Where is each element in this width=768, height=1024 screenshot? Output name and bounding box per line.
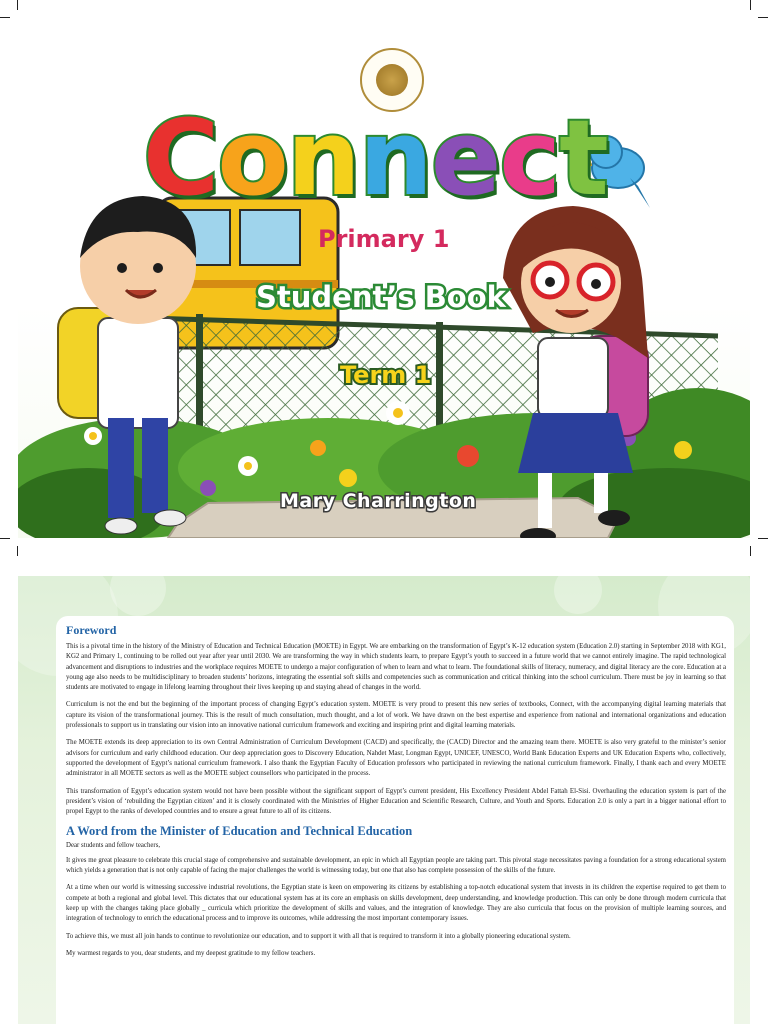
- book-cover: [18, 18, 750, 538]
- title-letter: n: [358, 97, 431, 219]
- term-label: Term 1: [340, 361, 432, 389]
- foreword-paragraph: This is a pivotal time in the history of the Ministry of Education and Technical Education (MOETE) in Egypt. We are embarking on the transformation of Egypt’s K-12 education system (Education 2.0) starting in September 2018 with KG1, KG2 and Primary 1, continuing to be rolled out year after year until 2030. We are transforming the way in which students learn, to prepare Egypt’s youth to succeed in a future world that we cannot entirely imagine. The rapid technological advancement and disruptions to industries and the workplace requires MOETE to undergo a major configuration of when to learn and what to learn. The foundational skills of literacy, numeracy, and digital literacy are the core. Education at a young age also needs to be multidisciplinary to broaden students’ horizons, integrating the essential soft skills and competencies such as communication and critical thinking into the school curriculum. There must be joy in learning so that students are motivated to engage in lifelong learning throughout their lives keeping up and staying ahead of changes in the world.: [66, 643, 727, 692]
- crop-mark: [750, 0, 751, 10]
- crop-mark: [17, 546, 18, 556]
- book-title-connect: [143, 98, 633, 218]
- foreword-paragraph: Curriculum is not the end but the beginning of the important process of changing Egypt’s education system. MOETE is very proud to present this new series of textbooks, Connect, with the accompanying digital learning materials that capture its vision of the transformational journey. This is the result of much consultation, much thought, and a lot of work. We have drawn on the best expertise and experience from national and international organizations and education professionals to support us in translating our vision into an innovative national curriculum framework and exciting and inspiring print and digital learning materials.: [66, 701, 726, 730]
- crop-mark: [750, 546, 751, 556]
- grade-level: Primary 1: [318, 225, 450, 253]
- title-letter: o: [217, 97, 287, 219]
- crop-mark: [0, 17, 10, 18]
- title-letter: c: [499, 97, 560, 219]
- crop-mark: [758, 17, 768, 18]
- crop-mark: [758, 538, 768, 539]
- book-type: Student’s Book: [256, 280, 506, 314]
- crop-mark: [0, 538, 10, 539]
- minister-paragraph: To achieve this, we must all join hands to continue to revolutionize our education, and to support it with all that is required to transform it into a globally pioneering educational system.: [66, 932, 571, 940]
- title-letter: e: [430, 97, 500, 219]
- author-name: Mary Charrington: [280, 490, 477, 512]
- title-letter: C: [143, 97, 218, 219]
- minister-paragraph: At a time when our world is witnessing successive industrial revolutions, the Egyptian state is keen on empowering its citizens by establishing a top-notch educational system that invests in its children the expertise required to get them to compete at both a regional and global level. This dictates that our educational system has at its core an emphasis on skills development, deep understanding, and knowledge production. This can only be done through modern curricula that keep up with the changes taking place globally _ curricula which prioritize the development of skills and values, and the integration of knowledge. They are also curricula that focus on the provision of multiple learning sources, and integration of technology to enrich the educational process and to improve its outcomes, while addressing the most important contemporary issues.: [66, 884, 726, 923]
- seal-emblem-icon: [376, 64, 408, 96]
- title-letter: t: [559, 97, 607, 219]
- minister-greeting: Dear students and fellow teachers,: [66, 842, 161, 850]
- title-letter: n: [286, 97, 359, 219]
- text-panel: [56, 616, 734, 1024]
- minister-closing: My warmest regards to you, dear students, and my deepest gratitude to my fellow teachers.: [66, 949, 316, 957]
- foreword-paragraph: This transformation of Egypt’s education system would not have been possible without the significant support of Egypt’s current president, His Excellency President Abdel Fattah El-Sisi. Overhauling the education system is part of the president’s vision of ‘rebuilding the Egyptian citizen’ and it is closely coordinated with the Ministries of Higher Education and Scientific Research, Culture, and Youth and Sports. Education 2.0 is only a part in a bigger national effort to propel Egypt to the ranks of developed countries and to ensure a great future to all of its citizens.: [66, 787, 726, 816]
- foreword-heading: Foreword: [66, 623, 117, 637]
- foreword-page: [18, 576, 750, 1024]
- minister-heading: A Word from the Minister of Education and Technical Education: [66, 824, 413, 839]
- minister-paragraph: It gives me great pleasure to celebrate this crucial stage of comprehensive and sustainable development, an epic in which all Egyptian people are taking part. This pivotal stage necessitates paving a foundation for a strong educational system which yields a generation that is not only capable of facing the major challenges the world is witnessing today, but one that also has complete possession of the skills of the future.: [66, 856, 726, 875]
- crop-mark: [17, 0, 18, 10]
- foreword-paragraph: The MOETE extends its deep appreciation to its own Central Administration of Curriculum Development (CACD) and specifically, the (CACD) Director and the amazing team there. MOETE is also very grateful to the minister’s senior advisors for curriculum and early childhood education. Our deep appreciation goes to Discovery Education, Nahdet Masr, Longman Egypt, UNICEF, UNESCO, World Bank Education Experts and UK Education Experts who, collectively, supported the development of Egypt’s national curriculum framework. I also thank the Egyptian Faculty of Education professors who participated in reviewing the national curriculum framework. Finally, I thank each and every MOETE administrator in all MOETE sectors as well as the MOETE subject counsellors who participated in the process.: [66, 739, 726, 778]
